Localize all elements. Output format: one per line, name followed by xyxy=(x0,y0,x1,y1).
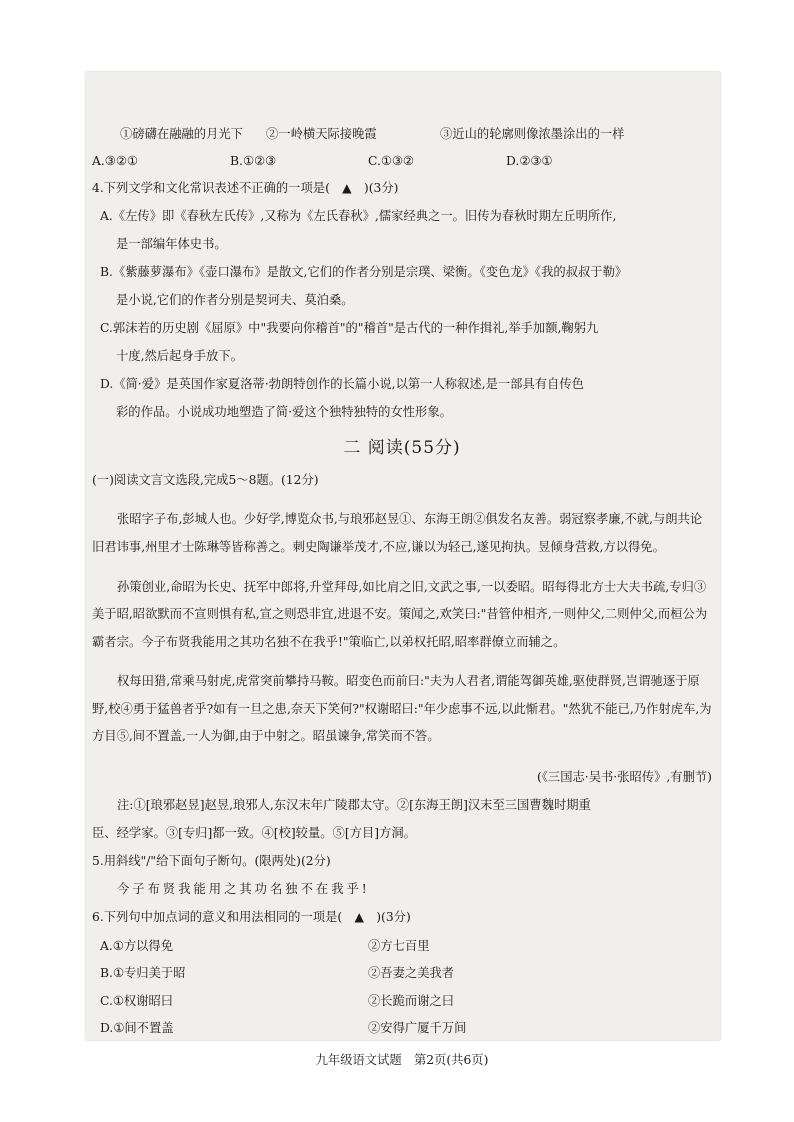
q6-stem: 6.下列句中加点词的意义和用法相同的一项是( ▲ )(3分) xyxy=(92,910,411,925)
q3-items xyxy=(92,118,712,147)
q4-option-b-line2: 是小说,它们的作者分别是契诃夫、莫泊桑。 xyxy=(116,293,354,307)
q3-option-a: A.③②① xyxy=(92,153,138,168)
q6-option-c-1: C.①权谢昭曰 xyxy=(100,993,174,1008)
question-5 xyxy=(92,847,712,903)
q4-option-c-line2: 十度,然后起身手放下。 xyxy=(116,349,243,363)
page-footer: 九年级语文试题 第2页(共6页) xyxy=(315,1053,489,1068)
question-4 xyxy=(92,174,712,426)
q5-stem: 5.用斜线"/"给下面句子断句。(限两处)(2分) xyxy=(92,854,331,869)
q4-option-c-line1: C.郭沫若的历史剧《屈原》中"我要向你稽首"的"稽首"是古代的一种作揖礼,举手加额,鞠躬九 xyxy=(100,321,599,335)
q6-option-a xyxy=(92,931,712,959)
q3-option-c: C.①③② xyxy=(368,153,414,168)
q4-option-b-line1: B.《紫藤萝瀑布》《壶口瀑布》是散文,它们的作者分别是宗璞、梁衡。《变色龙》《我的叔叔于勒》 xyxy=(100,265,628,279)
q3-options xyxy=(92,147,712,174)
q6-option-a-1: A.①方以得免 xyxy=(100,938,174,953)
q3-item-2: ②一岭横天际接晚霞 xyxy=(266,126,377,141)
q5-sentence: 今子布贤我能用之其功名独不在我乎! xyxy=(117,882,370,897)
q6-option-c xyxy=(92,986,712,1014)
q6-option-a-2: ②方七百里 xyxy=(368,938,430,953)
section-title: 二 阅读(55分) xyxy=(343,438,461,458)
part1-heading: (一)阅读文言文选段,完成5～8题。(12分) xyxy=(92,473,319,487)
reading-part-1 xyxy=(92,466,712,847)
notes-line-2: 臣、经学家。③[专归]都一致。④[校]较量。⑤[方目]方洞。 xyxy=(92,826,416,841)
q3-option-d: D.②③① xyxy=(506,153,553,168)
exam-page xyxy=(92,118,712,1075)
q4-option-d-line2: 彩的作品。小说成功地塑造了简·爱这个独特独特的女性形象。 xyxy=(116,405,452,419)
passage-paragraph-3: 权每田猎,常乘马射虎,虎常突前攀持马鞍。昭变色而前曰:"夫为人君者,谓能驾御英雄,驱使群贤,岂谓驰逐于原野,校④勇于猛兽者乎?如有一旦之患,奈天下笑何?"权谢昭曰:"年少虑事不远,以此惭君。"然犹不能已,乃作射虎车,为方目⑤,间不置盖,一人为御,由于中射之。昭虽谏争,常笑而不答。 xyxy=(92,674,712,744)
q6-option-b xyxy=(92,959,712,987)
q3-item-3: ③近山的轮廓则像浓墨涂出的一样 xyxy=(440,126,625,141)
q3-item-1: ①磅礴在融融的月光下 xyxy=(120,126,243,141)
question-6 xyxy=(92,903,712,1041)
q6-option-b-2: ②吾妻之美我者 xyxy=(368,966,455,981)
q6-option-d-2: ②安得广厦千万间 xyxy=(368,1021,467,1036)
passage-source: (《三国志·吴书·张昭传》,有删节) xyxy=(536,770,712,785)
notes-line-1: 注:①[琅邪赵昱]赵昱,琅邪人,东汉末年广陵郡太守。②[东海王朗]汉末至三国曹魏时期重 xyxy=(117,798,591,813)
q3-option-b: B.①②③ xyxy=(230,153,277,168)
passage-paragraph-1: 张昭字子布,彭城人也。少好学,博览众书,与琅邪赵昱①、东海王朗②俱发名友善。弱冠察孝廉,不就,与朗共论旧君讳事,州里才士陈琳等皆称善之。刺史陶谦举茂才,不应,谦以为轻己,遂见拘执。昱倾身营救,方以得免。 xyxy=(92,512,703,554)
q6-option-b-1: B.①专归美于昭 xyxy=(100,966,186,981)
q6-option-d-1: D.①间不置盖 xyxy=(100,1021,174,1036)
q4-stem: 4.下列文学和文化常识表述不正确的一项是( ▲ )(3分) xyxy=(92,181,399,195)
q6-option-c-2: ②长跪而谢之曰 xyxy=(368,993,455,1008)
q6-option-d xyxy=(92,1014,712,1042)
q4-option-a-line2: 是一部编年体史书。 xyxy=(116,237,227,251)
q4-option-d-line1: D.《简·爱》是英国作家夏洛蒂·勃朗特创作的长篇小说,以第一人称叙述,是一部具有自传色 xyxy=(100,377,584,391)
q4-option-a-line1: A.《左传》即《春秋左氏传》,又称为《左氏春秋》,儒家经典之一。旧传为春秋时期左丘明所作, xyxy=(100,209,617,223)
passage-paragraph-2: 孙策创业,命昭为长史、抚军中郎将,升堂拜母,如比肩之旧,文武之事,一以委昭。昭每得北方士大夫书疏,专归③美于昭,昭欲默而不宣则惧有私,宣之则恐非宜,进退不安。策闻之,欢笑曰:"昔管仲相齐,一则仲父,二则仲父,而桓公为霸者宗。今子布贤我能用之其功名独不在我乎!"策临亡,以弟权托昭,昭率群僚立而辅之。 xyxy=(92,579,708,649)
